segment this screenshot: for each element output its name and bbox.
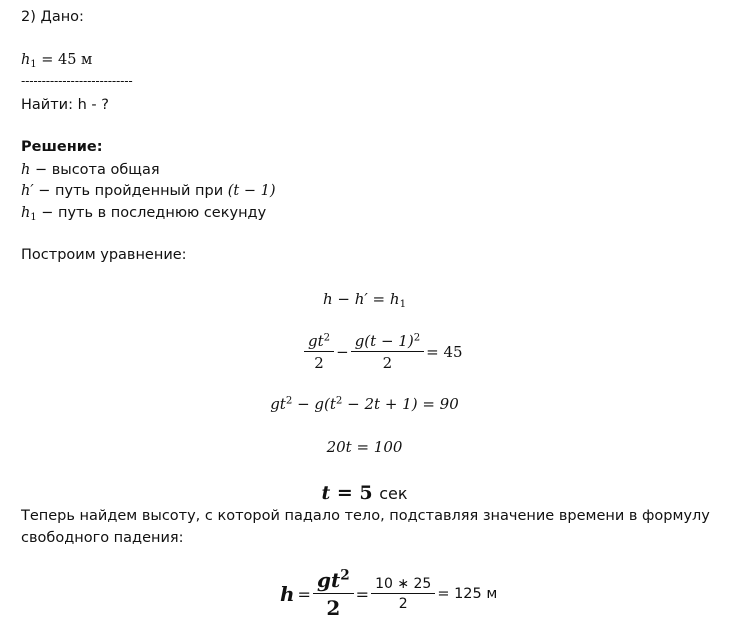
eq2-den1: 2 xyxy=(304,351,334,372)
then-line-1: Теперь найдем высоту, с которой падало тело, подставляя значение времени в формулу xyxy=(21,508,710,524)
eq2-num1-sup: 2 xyxy=(323,332,331,344)
then-line-2: свободного падения: xyxy=(21,530,184,546)
definition-h1 xyxy=(21,205,266,221)
eq3-c: − 2t + 1) = 90 xyxy=(342,395,459,413)
equation-2 xyxy=(305,332,466,372)
symbol-h1: $h_1$ xyxy=(21,205,37,223)
eq3-b: − g(t xyxy=(292,395,336,413)
result-t-var: t xyxy=(321,482,331,504)
final-h: h xyxy=(280,582,295,606)
definition-h xyxy=(21,162,160,178)
symbol-h-prime: h′ xyxy=(21,183,34,199)
eq2-den2: 2 xyxy=(351,351,424,372)
eq2-minus: − xyxy=(336,343,349,361)
definition-h-prime-text: − путь пройденный при xyxy=(33,183,228,199)
eq2-num2: g(t − 1) xyxy=(354,332,414,350)
definition-h-text: − высота общая xyxy=(30,162,160,178)
given-h1 xyxy=(21,52,92,68)
final-eq-2: = xyxy=(355,584,370,604)
definition-h1-text: − путь в последнюю секунду xyxy=(36,205,267,221)
eq2-num2-sup: 2 xyxy=(413,332,421,344)
result-t-eq: = 5 xyxy=(330,482,380,504)
find-line: Найти: h - ? xyxy=(21,97,109,113)
given-header: 2) Дано: xyxy=(21,9,84,25)
final-formula xyxy=(280,568,500,620)
equation-4: 20t = 100 xyxy=(326,438,403,456)
final-den2: 2 xyxy=(371,593,435,612)
result-t xyxy=(0,482,729,504)
separator: --------------------------- xyxy=(21,74,133,88)
solution-heading: Решение: xyxy=(21,139,103,155)
equation-3 xyxy=(0,395,729,413)
fraction-g-t-1-sq-over-2 xyxy=(353,332,422,372)
eq3-sup-a: 2 xyxy=(285,395,293,407)
eq3-sup-b: 2 xyxy=(335,395,343,407)
eq2-num1: gt xyxy=(308,332,324,350)
final-num2: 10 ∗ 25 xyxy=(375,576,432,592)
h1-symbol: $h_1$ xyxy=(21,52,37,70)
final-den: 2 xyxy=(313,593,354,620)
fraction-gt2-over-2 xyxy=(306,332,332,372)
eq2-rhs: = 45 xyxy=(426,343,463,361)
symbol-h: h xyxy=(21,162,31,178)
h1-value: = 45 м xyxy=(36,52,93,68)
eq3-a: gt xyxy=(270,395,286,413)
final-fraction-gt2 xyxy=(315,568,352,620)
equation-1-body: h − h′ = h xyxy=(322,290,400,308)
build-equation-text: Построим уравнение: xyxy=(21,247,187,263)
final-eq-1: = xyxy=(297,584,311,604)
equation-1-sub: 1 xyxy=(399,299,407,311)
definition-h-prime xyxy=(21,183,276,199)
result-t-unit: сек xyxy=(379,484,408,503)
final-num-sup: 2 xyxy=(340,567,350,584)
final-rhs: = 125 м xyxy=(437,586,498,602)
final-num: gt xyxy=(316,568,341,592)
final-fraction-values xyxy=(373,576,433,612)
equation-1 xyxy=(0,290,729,311)
definition-h-prime-paren: (t − 1) xyxy=(227,183,276,199)
